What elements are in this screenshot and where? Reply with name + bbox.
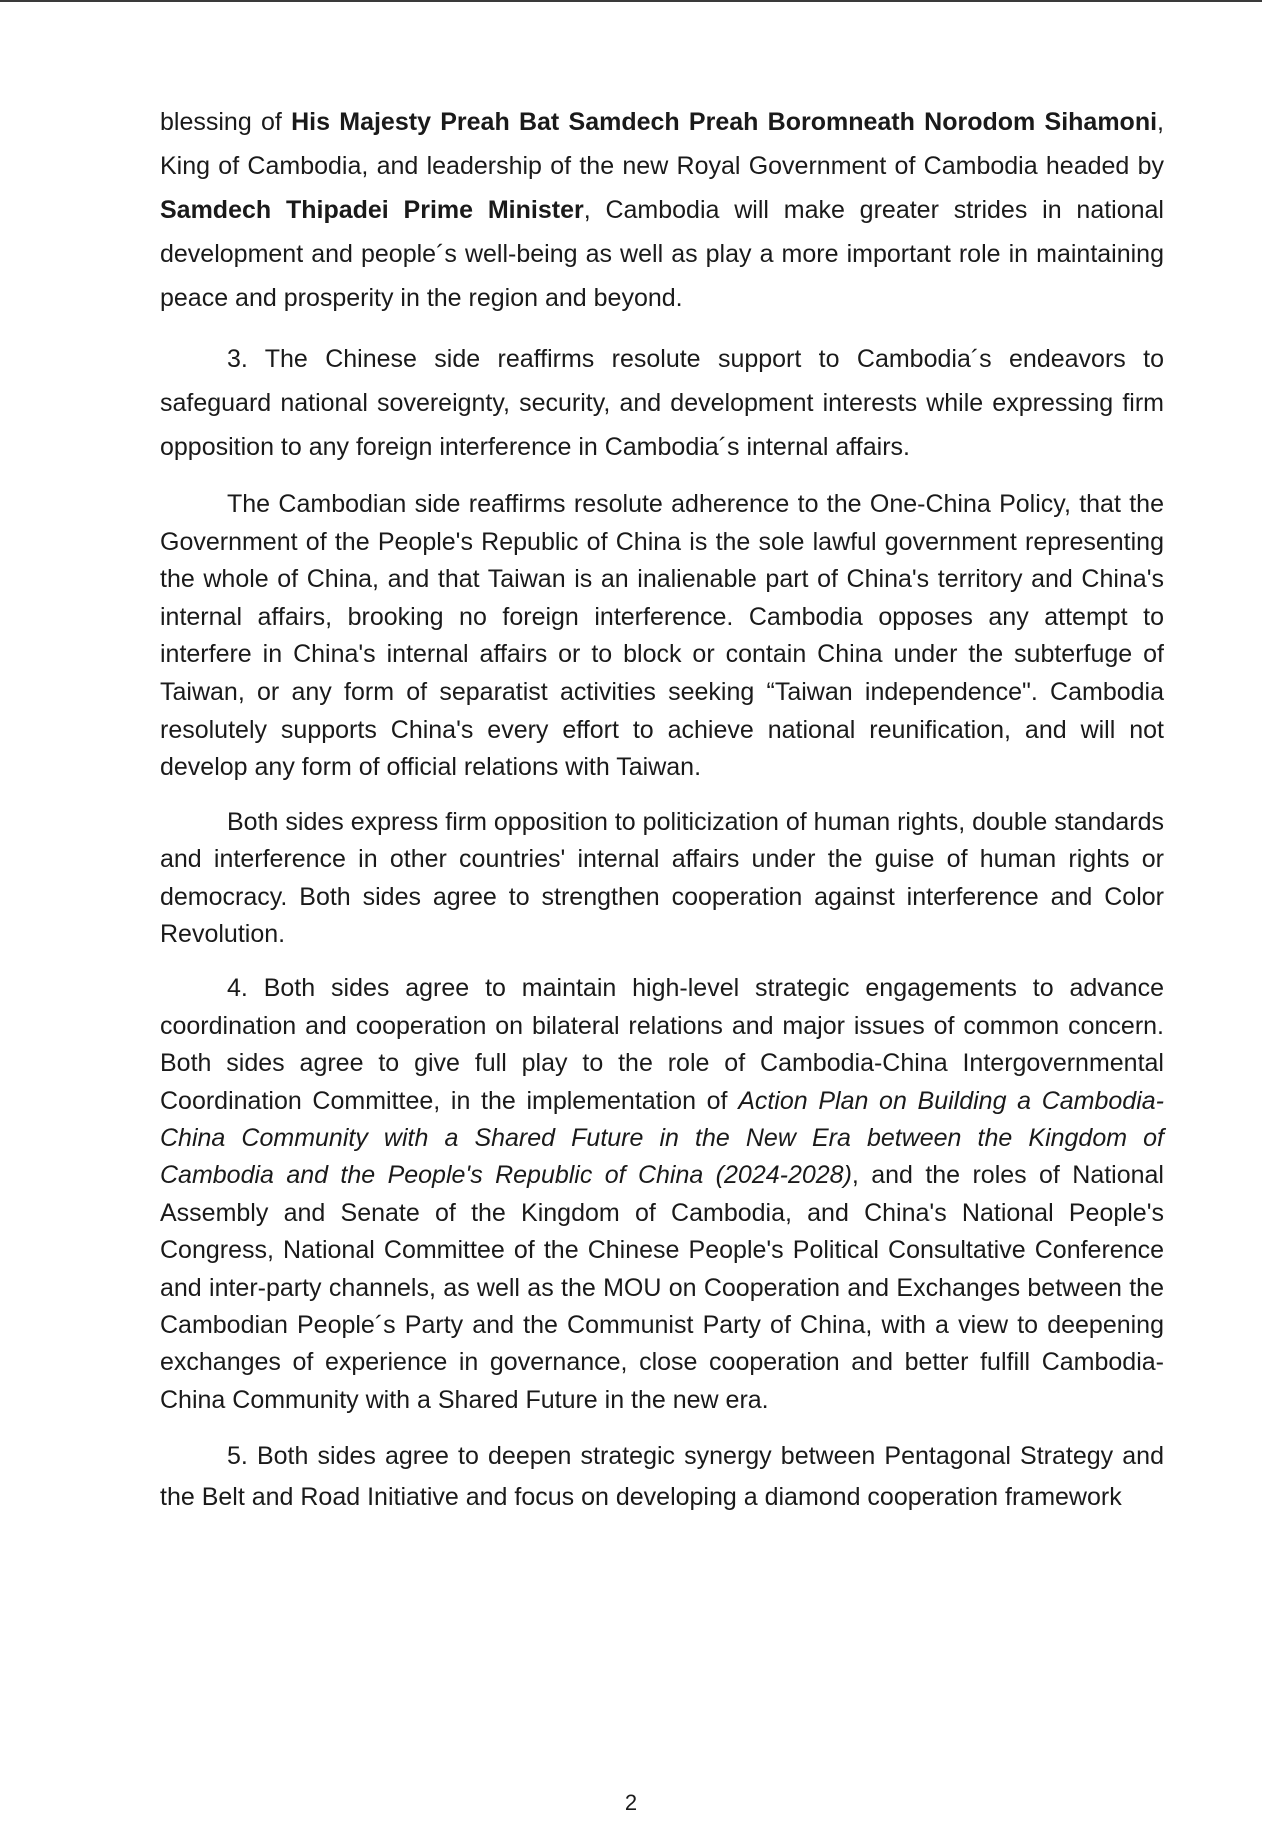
p1-text-c: , King of Cambodia, and leadership of the new Royal Government of Cambodia headed by [160, 108, 1164, 180]
p1-text-e: , Cambodia will make greater strides in national development and people´s well-being as well as play a more important role in maintaining peace and prosperity in the region and beyond. [160, 196, 1164, 312]
paragraph-section-5: 5. Both sides agree to deepen strategic synergy between Pentagonal Strategy and the Belt and Road Initiative and focus on developing a diamond cooperation framework [160, 1442, 1164, 1512]
page-number: 2 [624, 1790, 638, 1815]
p5-text-a: 4. Both sides agree to maintain high-level strategic engagements to advance coordination and cooperation on bilateral relations and major issues of common concern. Both sides agree to give full play to the role of Cambodia-China Intergovernmental Coordination Committee, in the implementation of [160, 974, 1164, 1115]
prime-minister-name: Samdech Thipadei Prime Minister [160, 196, 584, 224]
top-border-line [0, 0, 1262, 2]
paragraph-section-4 [160, 970, 1164, 1419]
king-name: His Majesty Preah Bat Samdech Preah Boromneath Norodom Sihamoni [291, 108, 1158, 136]
document-page [160, 100, 1164, 1518]
paragraph-1 [160, 100, 1164, 320]
paragraph-one-china: The Cambodian side reaffirms resolute adherence to the One-China Policy, that the Government of the People's Republic of China is the sole lawful government representing the whole of China, and that Taiwan is an inalienable part of China's territory and China's internal affairs, brooking no foreign interference. Cambodia opposes any attempt to interfere in China's internal affairs or to block or contain China under the subterfuge of Taiwan, or any form of separatist activities seeking “Taiwan independence". Cambodia resolutely supports China's every effort to achieve national reunification, and will not develop any form of official relations with Taiwan. [160, 490, 1164, 782]
action-plan-title: Action Plan on Building a Cambodia-China Community with a Shared Future in the New Era between the Kingdom of Cambodia and the People's Republic of China (2024-2028) [160, 1086, 1164, 1190]
paragraph-section-3: 3. The Chinese side reaffirms resolute support to Cambodia´s endeavors to safeguard national sovereignty, security, and development interests while expressing firm opposition to any foreign interference in Cambodia´s internal affairs. [160, 345, 1164, 461]
paragraph-human-rights: Both sides express firm opposition to politicization of human rights, double standards and interference in other countries' internal affairs under the guise of human rights or democracy. Both sides agree to strengthen cooperation against interference and Color Revolution. [160, 807, 1164, 948]
p5-text-c: , and the roles of National Assembly and Senate of the Kingdom of Cambodia, and China's National People's Congress, National Committee of the Chinese People's Political Consultative Conference and inter-party channels, as well as the MOU on Cooperation and Exchanges between the Cambodian People´s Party and the Communist Party of China, with a view to deepening exchanges of experience in governance, close cooperation and better fulfill Cambodia-China Community with a Shared Future in the new era. [160, 1161, 1164, 1414]
p1-text-a: blessing of [160, 108, 292, 136]
